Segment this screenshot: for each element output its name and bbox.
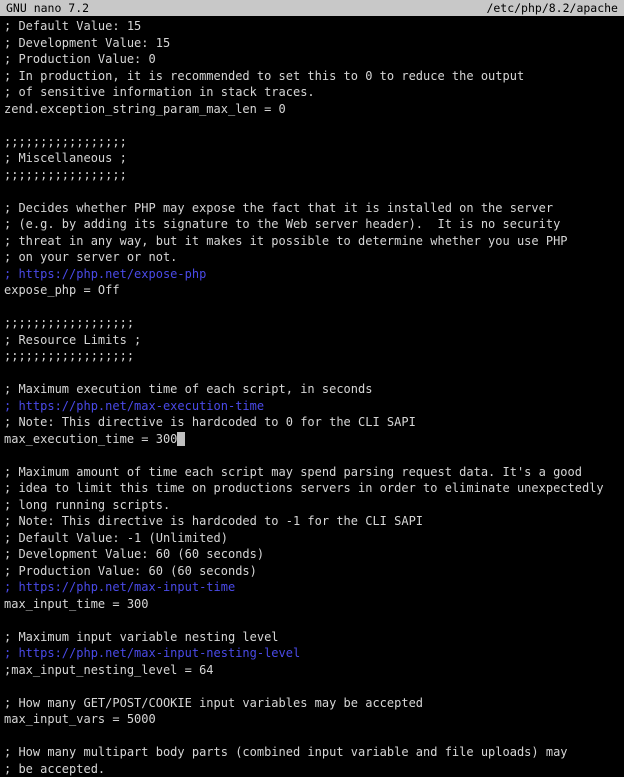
editor-line — [4, 728, 620, 745]
editor-line: ;;;;;;;;;;;;;;;;; — [4, 134, 620, 151]
editor-line — [4, 612, 620, 629]
editor-line: ; Maximum amount of time each script may spend parsing request data. It's a good — [4, 464, 620, 481]
editor-line: ; Maximum execution time of each script, in seconds — [4, 381, 620, 398]
editor-line: ; Production Value: 0 — [4, 51, 620, 68]
editor-line: ; https://php.net/expose-php — [4, 266, 620, 283]
editor-line: max_input_vars = 5000 — [4, 711, 620, 728]
editor-line: ;max_input_nesting_level = 64 — [4, 662, 620, 679]
editor-line: ; https://php.net/max-execution-time — [4, 398, 620, 415]
editor-line: ; Resource Limits ; — [4, 332, 620, 349]
editor-line: ; threat in any way, but it makes it possible to determine whether you use PHP — [4, 233, 620, 250]
editor-line — [4, 117, 620, 134]
editor-line: ; https://php.net/max-input-time — [4, 579, 620, 596]
editor-line — [4, 431, 620, 448]
editor-line: ; Development Value: 60 (60 seconds) — [4, 546, 620, 563]
editor-line: ; idea to limit this time on productions servers in order to eliminate unexpectedly — [4, 480, 620, 497]
editor-line: ; of sensitive information in stack traces. — [4, 84, 620, 101]
editor-line — [4, 365, 620, 382]
editor-line: ;;;;;;;;;;;;;;;;;; — [4, 315, 620, 332]
editor-line: ; Note: This directive is hardcoded to -1 for the CLI SAPI — [4, 513, 620, 530]
editor-line: ; How many multipart body parts (combined input variable and file uploads) may — [4, 744, 620, 761]
file-path: /etc/php/8.2/apache — [486, 0, 620, 16]
editor-line: ; Production Value: 60 (60 seconds) — [4, 563, 620, 580]
editor-line-text: max_execution_time = 300 — [4, 432, 177, 446]
editor-line: ; long running scripts. — [4, 497, 620, 514]
editor-line: ; In production, it is recommended to set this to 0 to reduce the output — [4, 68, 620, 85]
editor-line: max_input_time = 300 — [4, 596, 620, 613]
editor-line: ;;;;;;;;;;;;;;;;; — [4, 167, 620, 184]
editor-line: ; on your server or not. — [4, 249, 620, 266]
editor-line: ; Default Value: 15 — [4, 18, 620, 35]
editor-line: ; https://php.net/max-input-nesting-level — [4, 645, 620, 662]
editor-line: ; Note: This directive is hardcoded to 0 for the CLI SAPI — [4, 414, 620, 431]
title-bar — [0, 0, 624, 16]
editor-line: ; Decides whether PHP may expose the fact that it is installed on the server — [4, 200, 620, 217]
editor-line: ; Maximum input variable nesting level — [4, 629, 620, 646]
app-name: GNU nano 7.2 — [6, 0, 89, 16]
editor-line: ;;;;;;;;;;;;;;;;;; — [4, 348, 620, 365]
editor-line — [4, 299, 620, 316]
editor-line: ; be accepted. — [4, 761, 620, 777]
editor-line: ; How many GET/POST/COOKIE input variables may be accepted — [4, 695, 620, 712]
editor-line: ; Default Value: -1 (Unlimited) — [4, 530, 620, 547]
text-editor-area[interactable] — [0, 16, 624, 777]
editor-line — [4, 678, 620, 695]
editor-line — [4, 447, 620, 464]
editor-line: zend.exception_string_param_max_len = 0 — [4, 101, 620, 118]
editor-line: ; Miscellaneous ; — [4, 150, 620, 167]
editor-line: ; (e.g. by adding its signature to the Web server header). It is no security — [4, 216, 620, 233]
editor-line: expose_php = Off — [4, 282, 620, 299]
text-cursor — [177, 432, 184, 446]
editor-line: ; Development Value: 15 — [4, 35, 620, 52]
editor-line — [4, 183, 620, 200]
